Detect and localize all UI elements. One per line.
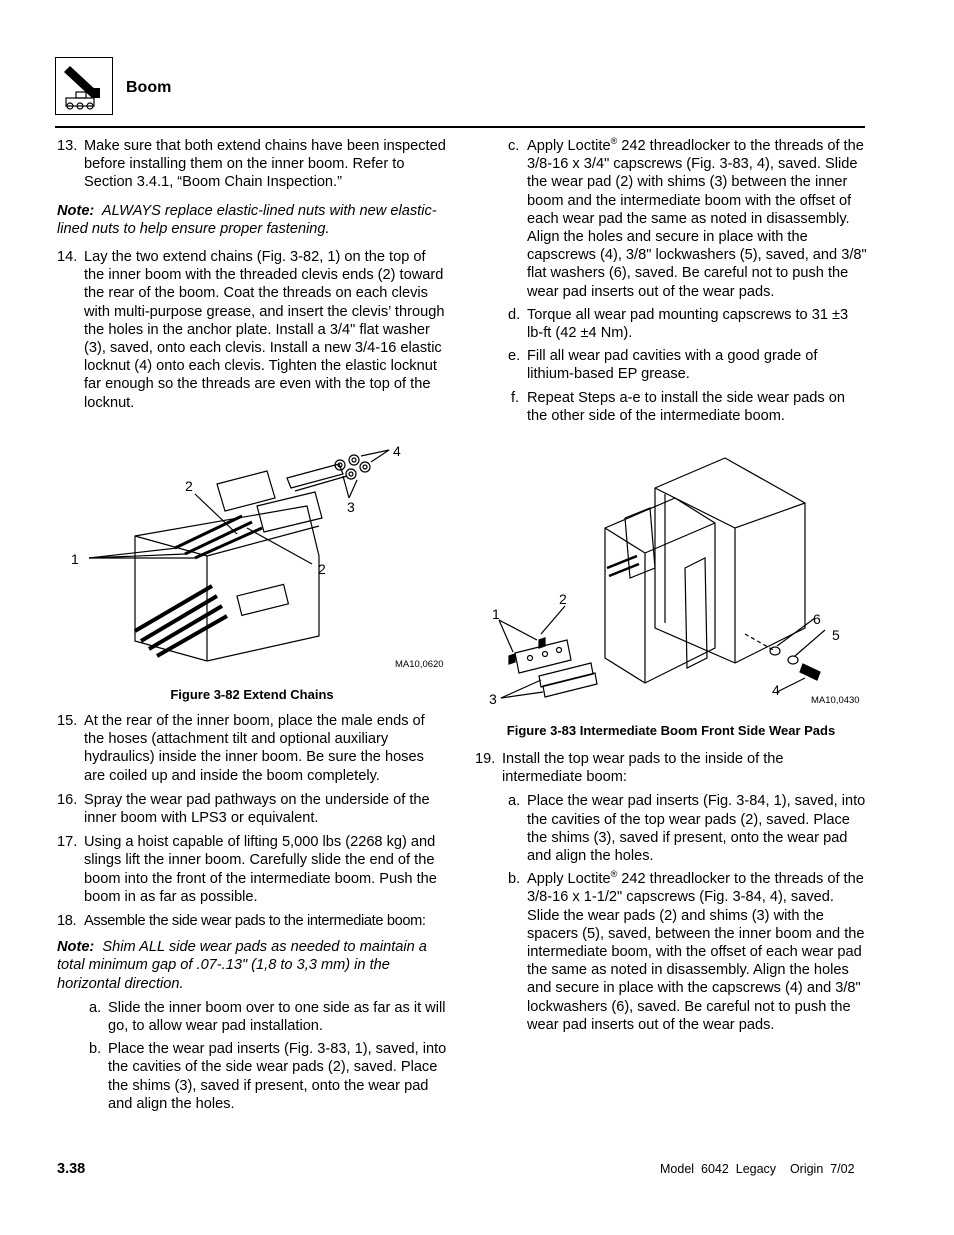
- registered-mark: ®: [610, 869, 618, 880]
- step-18a: [57, 999, 447, 1035]
- step-18d: [475, 306, 867, 342]
- note-label: Note:: [57, 202, 95, 219]
- right-column-lower: [475, 750, 867, 1039]
- figure-code: MA10,0620: [395, 659, 444, 670]
- extend-chains-illustration: [57, 436, 447, 676]
- step-19a: [475, 792, 867, 865]
- step-18: [57, 912, 447, 930]
- step-14: [57, 248, 447, 412]
- step-letter: a.: [508, 793, 521, 810]
- figure-label-5: 5: [832, 627, 840, 643]
- note-text: Shim ALL side wear pads as needed to maintain a total minimum gap of .07-.13" (1,8 to 3,3 mm) in the horizontal direction.: [57, 939, 427, 992]
- step-letter: a.: [89, 999, 102, 1016]
- model-info: Model 6042 Legacy Origin 7/02: [660, 1162, 855, 1176]
- step-text: Place the wear pad inserts (Fig. 3-83, 1), saved, into the cavities of the side wear pads (2), saved. Place the shims (3), saved if present, onto the wear pad and align the holes.: [108, 1041, 447, 1112]
- step-text: 242 threadlocker to the threads of the 3/8-16 x 1-1/2" capscrews (Fig. 3-84, 4), saved. Slide the wear pads (2) and shims (3) with the spacers (5), saved, between the inner boom and the intermediate boom, with the offset of each wear pad the same as noted in disassembly. Align the holes and secure in place with the capscrews (4) and 3/8" lockwashers (6), saved. Be careful not to push the wear pad inserts out of the wear pads.: [527, 871, 865, 1033]
- step-18e: [475, 347, 867, 383]
- step-letter: d.: [508, 306, 521, 323]
- step-15: [57, 712, 447, 785]
- step-17: [57, 833, 447, 906]
- figure-caption: Figure 3-82 Extend Chains: [170, 687, 334, 702]
- step-18f: [475, 389, 867, 425]
- step-text: Spray the wear pad pathways on the underside of the inner boom with LPS3 or equivalent.: [84, 791, 430, 827]
- left-column-lower: [57, 712, 447, 1118]
- figure-3-83: [475, 448, 867, 744]
- step-text-prefix: Apply Loctite: [527, 138, 611, 154]
- step-text: Using a hoist capable of lifting 5,000 lbs (2268 kg) and slings lift the inner boom. Carefully slide the end of the boom into the front of the intermediate boom. Push the boom in as far as possible.: [84, 834, 437, 905]
- figure-caption: Figure 3-83 Intermediate Boom Front Side Wear Pads: [506, 723, 836, 738]
- step-text: Make sure that both extend chains have been inspected before installing them on the inner boom. Refer to Section 3.4.1, “Boom Chain Inspection.”: [84, 138, 446, 191]
- note-label: Note:: [57, 939, 95, 956]
- figure-label-1: 1: [71, 551, 79, 567]
- figure-code: MA10,0430: [811, 695, 860, 706]
- step-18b: [57, 1040, 447, 1113]
- step-letter: f.: [511, 389, 520, 406]
- step-text: Lay the two extend chains (Fig. 3-82, 1) on the top of the inner boom with the threaded clevis ends (2) toward the rear of the boom. Coat the threads on each clevis with multi-purpose grease, and insert the clevis’ through the holes in the anchor plate. Install a 3/4" flat washer (3), saved, onto each clevis. Install a new 3/4-16 elastic locknut (4) onto each clevis. Tighten the elastic locknut far enough so the threads are even with the top of the locknut.: [84, 249, 445, 411]
- wear-pads-illustration: [475, 448, 867, 710]
- step-text: Assemble the side wear pads to the intermediate boom:: [84, 913, 426, 930]
- left-column: [57, 137, 447, 418]
- step-letter: b.: [89, 1041, 102, 1058]
- figure-label-2: 2: [185, 478, 193, 494]
- step-text: Repeat Steps a-e to install the side wear pads on the other side of the intermediate boom.: [527, 389, 846, 424]
- step-number: 15.: [57, 713, 78, 729]
- step-text: Slide the inner boom over to one side as far as it will go, to allow wear pad installation.: [108, 999, 446, 1035]
- figure-label-2b: 2: [318, 561, 326, 577]
- step-19: [475, 750, 867, 786]
- note-shim: [57, 938, 447, 993]
- page-number: 3.38: [57, 1161, 86, 1177]
- step-number: 16.: [57, 791, 78, 808]
- figure-label-2: 2: [559, 591, 567, 607]
- note-elastic-nuts: [57, 202, 447, 238]
- figure-label-4: 4: [393, 443, 401, 459]
- step-13: [57, 137, 447, 192]
- section-title: Boom: [126, 79, 172, 96]
- step-number: 17.: [57, 834, 78, 851]
- step-number: 14.: [57, 249, 78, 266]
- step-19b: [475, 870, 867, 1034]
- step-number: 13.: [57, 138, 78, 154]
- step-18c: [475, 137, 867, 301]
- step-text: Fill all wear pad cavities with a good grade of lithium-based EP grease.: [527, 348, 818, 383]
- figure-3-82: [57, 436, 447, 708]
- step-text: Place the wear pad inserts (Fig. 3-84, 1), saved, into the cavities of the top wear pads (2), saved. Place the shims (3), saved if present, onto the wear pad and align the holes.: [527, 793, 866, 865]
- section-icon-box: [55, 57, 113, 115]
- header-rule: [55, 126, 865, 128]
- step-letter: b.: [508, 871, 521, 888]
- boom-machine-icon: [56, 58, 111, 113]
- step-16: [57, 791, 447, 827]
- step-text-prefix: Apply Loctite: [527, 871, 611, 888]
- figure-label-4: 4: [772, 682, 780, 698]
- step-number: 19.: [475, 751, 496, 767]
- note-text: ALWAYS replace elastic-lined nuts with new elastic-lined nuts to help ensure proper fastening.: [57, 202, 437, 237]
- right-column: [475, 137, 867, 430]
- figure-label-3: 3: [489, 691, 497, 707]
- figure-label-6: 6: [813, 611, 821, 627]
- figure-label-1: 1: [492, 606, 500, 622]
- step-text: 242 threadlocker to the threads of the 3/8-16 x 3/4" capscrews (Fig. 3-83, 4), saved. Slide the wear pad (2) with shims (3) between the inner boom and the intermediate boom with the offset of each wear pad the same as noted in disassembly. Align the holes and secure in place with the capscrews (4), 3/8" lockwashers (5), saved, and 3/8" flat washers (6), saved. Be careful not to push the wear pad inserts out of the wear pads.: [527, 138, 867, 300]
- figure-label-3: 3: [347, 499, 355, 515]
- step-number: 18.: [57, 913, 77, 930]
- step-letter: e.: [508, 348, 521, 365]
- step-letter: c.: [508, 138, 520, 154]
- step-text: Torque all wear pad mounting capscrews to 31 ±3 lb-ft (42 ±4 Nm).: [527, 306, 849, 342]
- step-text: At the rear of the inner boom, place the male ends of the hoses (attachment tilt and optional auxiliary hydraulics) inside the inner boom. Be sure the hoses are coiled up and inside the boom completely.: [84, 713, 425, 784]
- registered-mark: ®: [610, 136, 618, 147]
- step-text: Install the top wear pads to the inside of the intermediate boom:: [502, 751, 784, 786]
